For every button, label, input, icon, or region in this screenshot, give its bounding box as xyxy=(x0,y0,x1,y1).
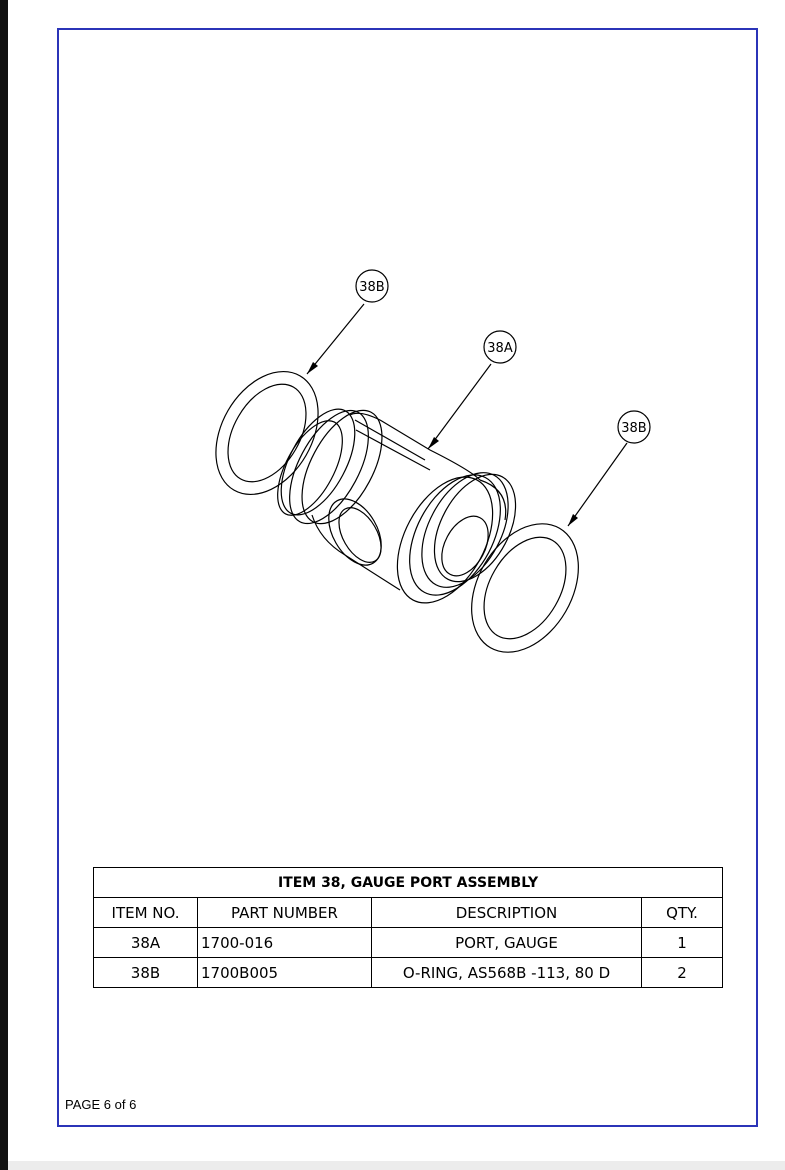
window-edge xyxy=(0,0,8,1170)
item-no-cell: 38A xyxy=(94,928,198,958)
qty-cell: 2 xyxy=(642,958,723,988)
balloon-label: 38B xyxy=(621,421,647,436)
part-number-cell: 1700-016 xyxy=(198,928,372,958)
leader-line xyxy=(428,364,491,449)
table-title-row xyxy=(94,868,723,898)
description-cell: O-RING, AS568B -113, 80 D xyxy=(372,958,642,988)
o-ring-left xyxy=(195,353,339,512)
table-row xyxy=(94,928,723,958)
arrowhead xyxy=(428,437,439,449)
o-ring-right xyxy=(450,505,600,672)
column-header: PART NUMBER xyxy=(198,898,372,928)
column-header: DESCRIPTION xyxy=(372,898,642,928)
bill-of-materials-table xyxy=(93,867,723,988)
page-number: PAGE 6 of 6 xyxy=(65,1097,137,1112)
leader-line xyxy=(307,304,364,374)
leader-line xyxy=(568,443,627,526)
table-row xyxy=(94,958,723,988)
gauge-port-body xyxy=(264,398,532,619)
column-header: QTY. xyxy=(642,898,723,928)
table-title: ITEM 38, GAUGE PORT ASSEMBLY xyxy=(94,868,723,898)
arrowhead xyxy=(568,514,578,526)
part-number-cell: 1700B005 xyxy=(198,958,372,988)
qty-cell: 1 xyxy=(642,928,723,958)
balloon-label: 38B xyxy=(359,280,385,295)
arrowhead xyxy=(307,362,318,374)
balloon-label: 38A xyxy=(487,341,513,356)
document-page xyxy=(8,0,785,1161)
column-header: ITEM NO. xyxy=(94,898,198,928)
assembly-drawing xyxy=(8,0,785,860)
item-no-cell: 38B xyxy=(94,958,198,988)
table-header-row xyxy=(94,898,723,928)
description-cell: PORT, GAUGE xyxy=(372,928,642,958)
